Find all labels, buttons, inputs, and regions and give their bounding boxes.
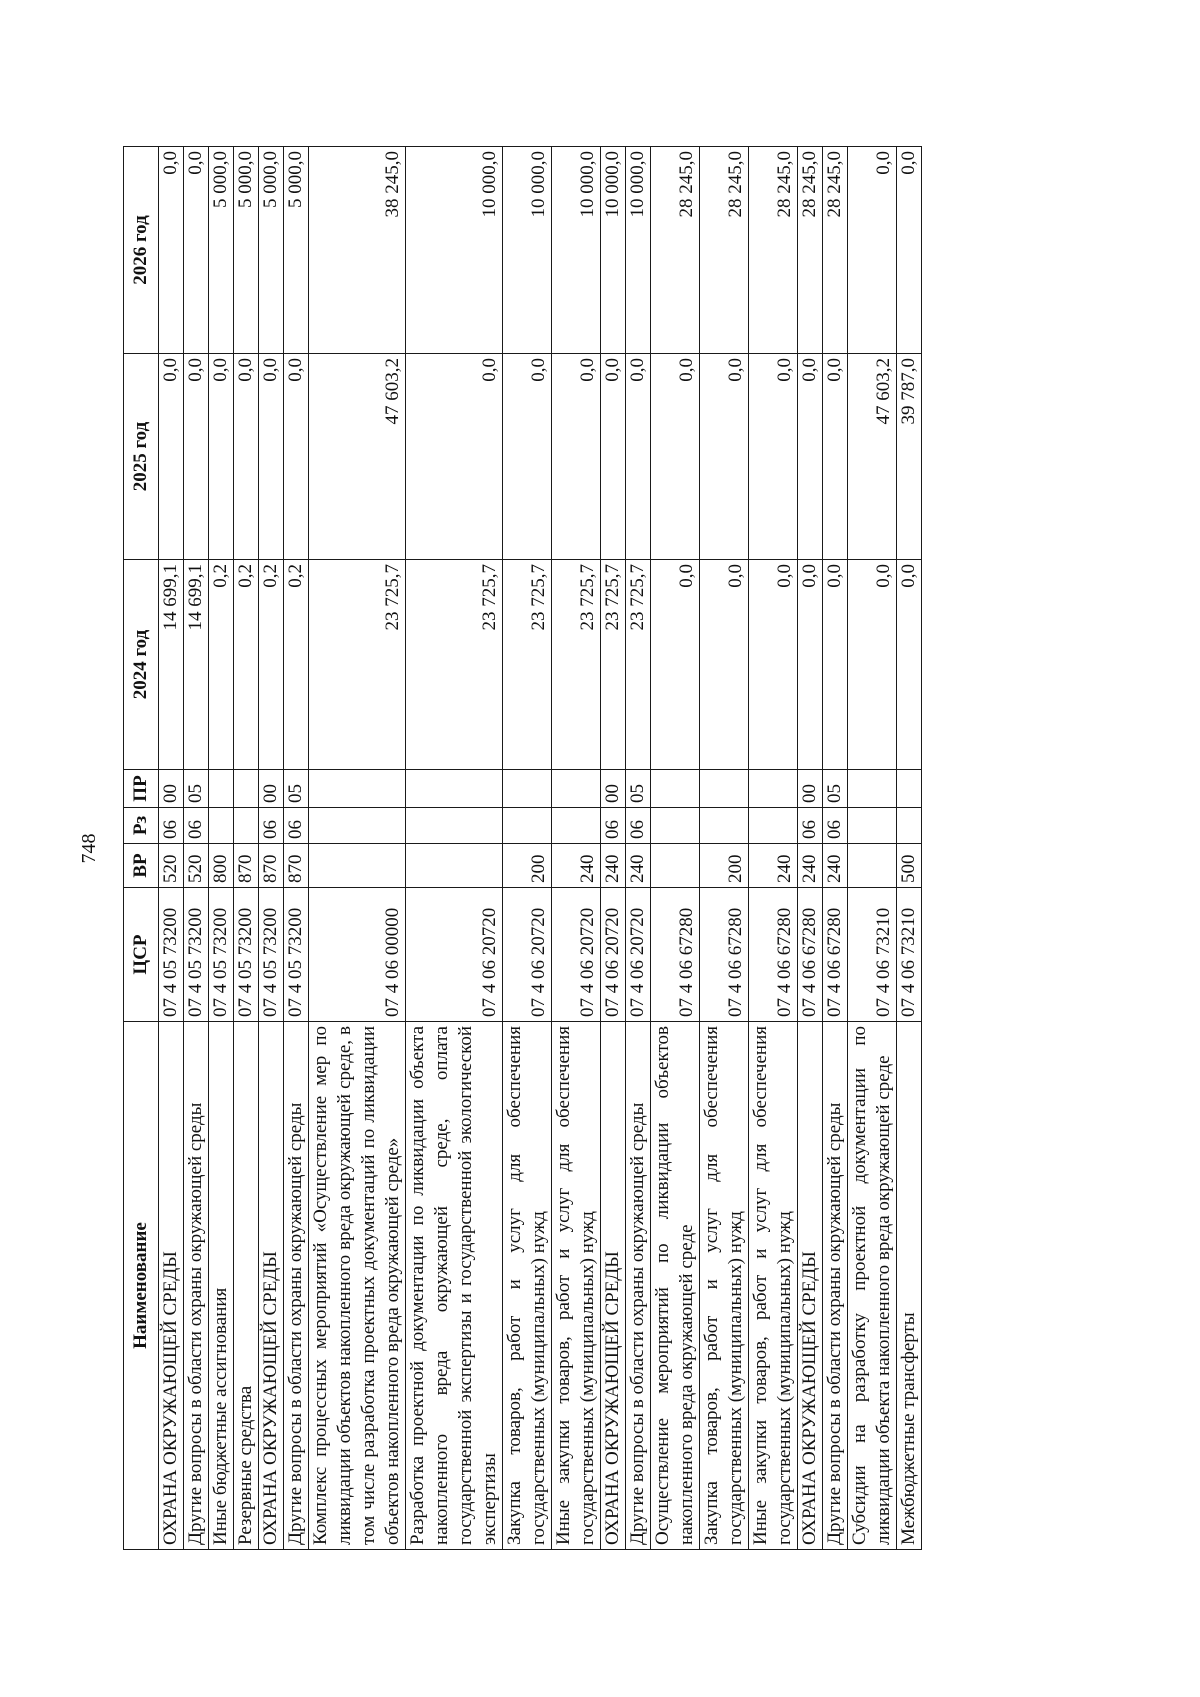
- cell-pr: [209, 770, 234, 808]
- cell-name: Другие вопросы в области охраны окружающей среды: [823, 1022, 848, 1550]
- cell-vr: [406, 844, 503, 888]
- table-row: [848, 147, 897, 1550]
- column-header-2026: 2026 год: [124, 147, 159, 354]
- cell-csr: 07 4 06 20720: [406, 888, 503, 1022]
- cell-vr: 240: [749, 844, 798, 888]
- cell-2024: 0,2: [259, 560, 284, 770]
- cell-2024: 0,0: [823, 560, 848, 770]
- cell-vr: 200: [503, 844, 552, 888]
- cell-name: ОХРАНА ОКРУЖАЮЩЕЙ СРЕДЫ: [259, 1022, 284, 1550]
- table-row: [897, 147, 922, 1550]
- cell-2025: 47 603,2: [848, 354, 897, 560]
- cell-2026: 10 000,0: [626, 147, 651, 354]
- cell-pr: 05: [284, 770, 309, 808]
- cell-pr: [749, 770, 798, 808]
- cell-2024: 0,0: [848, 560, 897, 770]
- column-header-csr: ЦСР: [124, 888, 159, 1022]
- cell-rz: 06: [823, 808, 848, 844]
- cell-2026: 10 000,0: [552, 147, 601, 354]
- cell-name: Закупка товаров, работ и услуг для обеспечения государственных (муниципальных) нужд: [503, 1022, 552, 1550]
- cell-pr: [848, 770, 897, 808]
- cell-vr: 240: [552, 844, 601, 888]
- cell-csr: 07 4 06 20720: [503, 888, 552, 1022]
- cell-name: Иные закупки товаров, работ и услуг для обеспечения государственных (муниципальных) нужд: [552, 1022, 601, 1550]
- cell-pr: 00: [259, 770, 284, 808]
- cell-2026: 5 000,0: [234, 147, 259, 354]
- cell-pr: [234, 770, 259, 808]
- cell-2025: 0,0: [651, 354, 700, 560]
- cell-2025: 0,0: [798, 354, 823, 560]
- cell-2024: 23 725,7: [626, 560, 651, 770]
- table-header-row: [124, 147, 159, 1550]
- table-row: [284, 147, 309, 1550]
- cell-csr: 07 4 05 73200: [184, 888, 209, 1022]
- cell-2024: 23 725,7: [503, 560, 552, 770]
- cell-name: Другие вопросы в области охраны окружающей среды: [184, 1022, 209, 1550]
- cell-2025: 0,0: [601, 354, 626, 560]
- cell-2026: 5 000,0: [284, 147, 309, 354]
- column-header-2025: 2025 год: [124, 354, 159, 560]
- cell-name: ОХРАНА ОКРУЖАЮЩЕЙ СРЕДЫ: [601, 1022, 626, 1550]
- table-row: [184, 147, 209, 1550]
- cell-2026: 0,0: [159, 147, 184, 354]
- cell-2024: 0,0: [897, 560, 922, 770]
- cell-2024: 0,0: [749, 560, 798, 770]
- table-row: [700, 147, 749, 1550]
- cell-rz: 06: [184, 808, 209, 844]
- cell-name: Осуществление мероприятий по ликвидации объектов накопленного вреда окружающей среде: [651, 1022, 700, 1550]
- table-row: [159, 147, 184, 1550]
- cell-pr: [503, 770, 552, 808]
- cell-2025: 0,0: [234, 354, 259, 560]
- cell-pr: [552, 770, 601, 808]
- cell-2025: 0,0: [503, 354, 552, 560]
- cell-name: Резервные средства: [234, 1022, 259, 1550]
- cell-csr: 07 4 06 67280: [798, 888, 823, 1022]
- column-header-pr: ПР: [124, 770, 159, 808]
- cell-rz: 06: [259, 808, 284, 844]
- cell-vr: [848, 844, 897, 888]
- cell-csr: 07 4 06 20720: [626, 888, 651, 1022]
- column-header-2024: 2024 год: [124, 560, 159, 770]
- cell-pr: [897, 770, 922, 808]
- cell-rz: [552, 808, 601, 844]
- cell-vr: 870: [234, 844, 259, 888]
- cell-pr: [309, 770, 406, 808]
- cell-rz: [406, 808, 503, 844]
- table-row: [259, 147, 284, 1550]
- cell-rz: [234, 808, 259, 844]
- cell-2024: 14 699,1: [159, 560, 184, 770]
- cell-rz: 06: [798, 808, 823, 844]
- cell-2026: 38 245,0: [309, 147, 406, 354]
- cell-pr: [406, 770, 503, 808]
- cell-csr: 07 4 05 73200: [259, 888, 284, 1022]
- budget-table: [123, 146, 922, 1550]
- cell-name: Комплекс процессных мероприятий «Осуществление мер по ликвидации объектов накопленного вреда окружающей среде, в том числе разработка проектных документаций по ликвидации объектов накопленного вреда окружающей среде»: [309, 1022, 406, 1550]
- cell-2025: 0,0: [406, 354, 503, 560]
- cell-vr: 240: [601, 844, 626, 888]
- table-row: [823, 147, 848, 1550]
- cell-vr: [651, 844, 700, 888]
- cell-csr: 07 4 06 73210: [848, 888, 897, 1022]
- cell-2025: 0,0: [552, 354, 601, 560]
- cell-vr: 200: [700, 844, 749, 888]
- cell-2025: 0,0: [184, 354, 209, 560]
- table-row: [406, 147, 503, 1550]
- cell-pr: 05: [626, 770, 651, 808]
- column-header-rz: Рз: [124, 808, 159, 844]
- table-row: [626, 147, 651, 1550]
- cell-2025: 0,0: [700, 354, 749, 560]
- cell-pr: [700, 770, 749, 808]
- table-row: [234, 147, 259, 1550]
- cell-csr: 07 4 06 67280: [823, 888, 848, 1022]
- cell-name: ОХРАНА ОКРУЖАЮЩЕЙ СРЕДЫ: [798, 1022, 823, 1550]
- cell-2025: 0,0: [209, 354, 234, 560]
- cell-vr: 520: [159, 844, 184, 888]
- cell-rz: [749, 808, 798, 844]
- cell-2026: 0,0: [897, 147, 922, 354]
- cell-2024: 0,0: [700, 560, 749, 770]
- cell-2025: 39 787,0: [897, 354, 922, 560]
- cell-csr: 07 4 06 20720: [601, 888, 626, 1022]
- cell-2024: 0,2: [234, 560, 259, 770]
- cell-2026: 28 245,0: [798, 147, 823, 354]
- cell-name: Иные закупки товаров, работ и услуг для обеспечения государственных (муниципальных) нужд: [749, 1022, 798, 1550]
- cell-csr: 07 4 06 73210: [897, 888, 922, 1022]
- cell-csr: 07 4 06 20720: [552, 888, 601, 1022]
- cell-rz: 06: [626, 808, 651, 844]
- column-header-vr: ВР: [124, 844, 159, 888]
- column-header-name: Наименование: [124, 1022, 159, 1550]
- cell-csr: 07 4 05 73200: [234, 888, 259, 1022]
- cell-2024: 14 699,1: [184, 560, 209, 770]
- table-row: [309, 147, 406, 1550]
- cell-2026: 0,0: [848, 147, 897, 354]
- cell-csr: 07 4 06 67280: [651, 888, 700, 1022]
- cell-2024: 23 725,7: [406, 560, 503, 770]
- table-row: [601, 147, 626, 1550]
- cell-rz: [651, 808, 700, 844]
- cell-2026: 10 000,0: [601, 147, 626, 354]
- cell-2025: 0,0: [284, 354, 309, 560]
- table-body: [159, 147, 922, 1550]
- cell-vr: 870: [284, 844, 309, 888]
- table-row: [503, 147, 552, 1550]
- cell-vr: 240: [823, 844, 848, 888]
- cell-pr: 00: [159, 770, 184, 808]
- cell-2024: 23 725,7: [552, 560, 601, 770]
- cell-2026: 28 245,0: [700, 147, 749, 354]
- cell-name: Иные бюджетные ассигнования: [209, 1022, 234, 1550]
- cell-2026: 10 000,0: [406, 147, 503, 354]
- cell-2025: 0,0: [823, 354, 848, 560]
- cell-vr: 870: [259, 844, 284, 888]
- cell-2025: 0,0: [626, 354, 651, 560]
- cell-pr: 05: [823, 770, 848, 808]
- cell-2026: 28 245,0: [749, 147, 798, 354]
- cell-2026: 5 000,0: [259, 147, 284, 354]
- cell-2026: 0,0: [184, 147, 209, 354]
- cell-pr: 05: [184, 770, 209, 808]
- cell-csr: 07 4 05 73200: [284, 888, 309, 1022]
- cell-rz: 06: [284, 808, 309, 844]
- cell-vr: 240: [626, 844, 651, 888]
- cell-2026: 10 000,0: [503, 147, 552, 354]
- cell-pr: [651, 770, 700, 808]
- cell-name: Другие вопросы в области охраны окружающей среды: [626, 1022, 651, 1550]
- cell-vr: [309, 844, 406, 888]
- cell-rz: [503, 808, 552, 844]
- cell-2024: 0,0: [651, 560, 700, 770]
- cell-name: Закупка товаров, работ и услуг для обеспечения государственных (муниципальных) нужд: [700, 1022, 749, 1550]
- cell-name: Другие вопросы в области охраны окружающей среды: [284, 1022, 309, 1550]
- cell-2025: 0,0: [259, 354, 284, 560]
- cell-rz: 06: [159, 808, 184, 844]
- cell-2026: 28 245,0: [823, 147, 848, 354]
- cell-2026: 28 245,0: [651, 147, 700, 354]
- cell-vr: 800: [209, 844, 234, 888]
- cell-pr: 00: [798, 770, 823, 808]
- cell-name: Субсидии на разработку проектной документации по ликвидации объекта накопленного вреда окружающей среде: [848, 1022, 897, 1550]
- cell-name: ОХРАНА ОКРУЖАЮЩЕЙ СРЕДЫ: [159, 1022, 184, 1550]
- cell-rz: 06: [601, 808, 626, 844]
- cell-csr: 07 4 06 67280: [700, 888, 749, 1022]
- cell-2024: 0,2: [284, 560, 309, 770]
- cell-rz: [309, 808, 406, 844]
- table-row: [552, 147, 601, 1550]
- table-row: [798, 147, 823, 1550]
- cell-rz: [209, 808, 234, 844]
- table-row: [209, 147, 234, 1550]
- cell-rz: [848, 808, 897, 844]
- cell-csr: 07 4 06 67280: [749, 888, 798, 1022]
- cell-2024: 23 725,7: [309, 560, 406, 770]
- page-number: 748: [78, 833, 100, 864]
- cell-rz: [700, 808, 749, 844]
- cell-2025: 0,0: [749, 354, 798, 560]
- cell-name: Межбюджетные трансферты: [897, 1022, 922, 1550]
- cell-csr: 07 4 05 73200: [159, 888, 184, 1022]
- cell-vr: 240: [798, 844, 823, 888]
- cell-2024: 0,0: [798, 560, 823, 770]
- cell-2025: 47 603,2: [309, 354, 406, 560]
- cell-pr: 00: [601, 770, 626, 808]
- cell-2026: 5 000,0: [209, 147, 234, 354]
- table-row: [651, 147, 700, 1550]
- cell-csr: 07 4 05 73200: [209, 888, 234, 1022]
- cell-2025: 0,0: [159, 354, 184, 560]
- cell-vr: 500: [897, 844, 922, 888]
- cell-csr: 07 4 06 00000: [309, 888, 406, 1022]
- cell-vr: 520: [184, 844, 209, 888]
- cell-name: Разработка проектной документации по ликвидации объекта накопленного вреда окружающей среде, оплата государственной экспертизы и государственной экологической экспертизы: [406, 1022, 503, 1550]
- cell-rz: [897, 808, 922, 844]
- cell-2024: 23 725,7: [601, 560, 626, 770]
- table-row: [749, 147, 798, 1550]
- cell-2024: 0,2: [209, 560, 234, 770]
